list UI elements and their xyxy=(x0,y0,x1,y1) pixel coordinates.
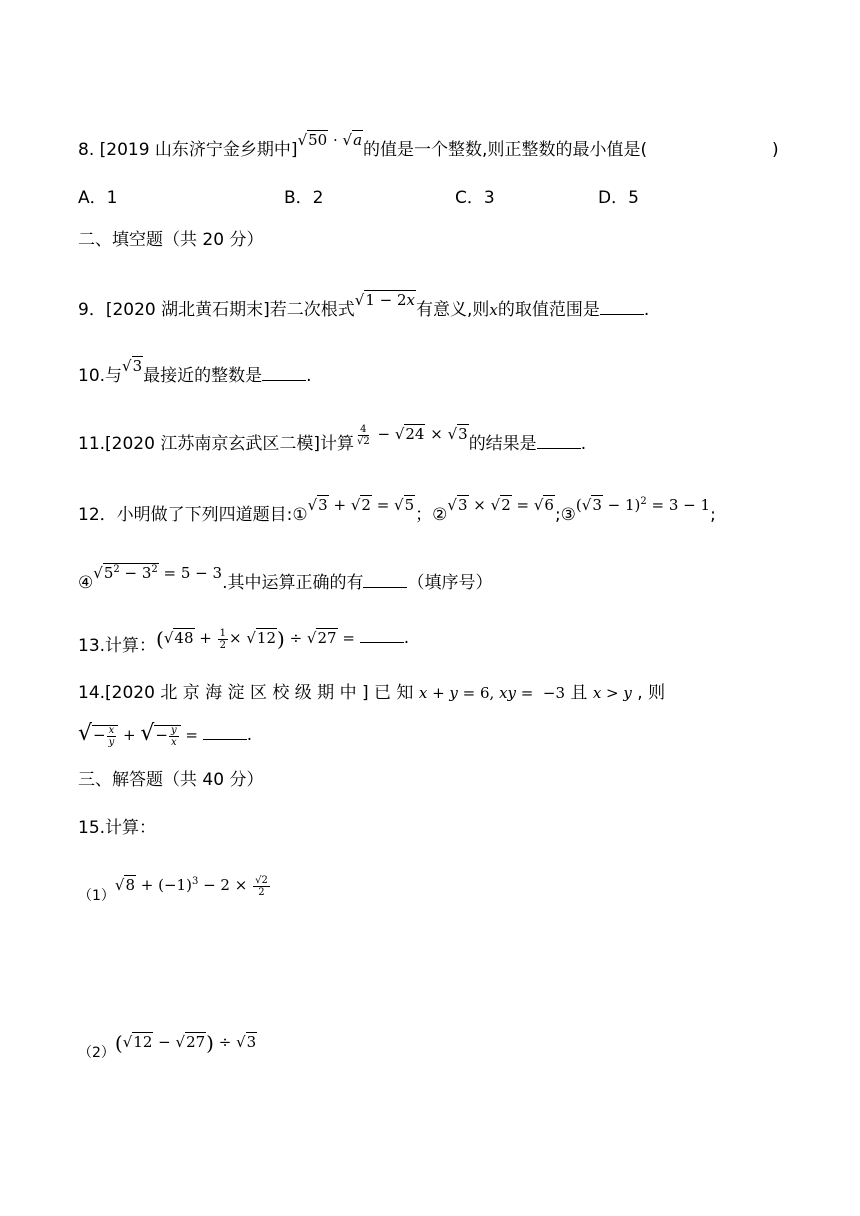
q11-end: . xyxy=(580,434,587,454)
q14-expr: √− $\frac{x}{y}$ + √− $\frac{y}{x}$ = xyxy=(78,721,203,748)
q14-tail: , 则 xyxy=(637,683,666,703)
q14-end: . xyxy=(246,725,253,745)
q8-suffix: 的值是一个整数,则正整数的最小值是( xyxy=(363,140,648,160)
q10-prefix: 10.与 xyxy=(78,366,123,386)
q11-expr: $\frac{4}{√2}$ − √24 × √3 xyxy=(356,423,468,447)
q12-expr-4: $√5^2 - 3^2 = 5 - 3$ xyxy=(93,564,223,582)
q10-answer-blank[interactable] xyxy=(262,364,306,381)
q11-prefix: 11.[2020 江苏南京玄武区二模]计算 xyxy=(78,434,354,454)
q12-expr-3: $(√3 - 1)^2 = 3 - 1$ xyxy=(575,496,711,514)
q13-end: . xyxy=(403,628,410,648)
q11-answer-blank[interactable] xyxy=(537,432,581,449)
q11-line xyxy=(78,423,587,457)
q12-expr-1: √3 + √2 = √5 xyxy=(307,496,415,514)
q11-suffix: 的结果是 xyxy=(468,434,537,454)
q14-cond-1: x + y = 6, xy = −3 xyxy=(418,684,565,702)
q15-part-2-label: （2） xyxy=(78,1045,115,1061)
q8-close-paren: ) xyxy=(772,140,779,160)
q14-prefix: 14.[2020 北 京 海 淀 区 校 级 期 中 ] 已 知 xyxy=(78,683,414,703)
q10-line xyxy=(78,357,312,388)
q15-part-2-expr: (√12 − √27) ÷ √3 xyxy=(114,1031,257,1055)
q13-answer-blank[interactable] xyxy=(360,626,404,643)
q9-answer-blank[interactable] xyxy=(600,298,644,315)
q15-part-2 xyxy=(78,1031,257,1065)
q14-cond-2: x > y xyxy=(592,684,632,702)
q8-option-d: D．5 xyxy=(598,188,639,208)
q12-line2-tail: （填序号） xyxy=(407,573,493,593)
q15-part-1-expr: $√8 + (-1)^3 - 2$ × $\frac{√2}{2}$ xyxy=(114,874,268,898)
q8-line xyxy=(78,131,648,162)
q9-var: x xyxy=(489,301,498,319)
q14-line-1 xyxy=(78,681,665,705)
q9-expr: √1 − 2x xyxy=(354,291,415,309)
q9-suffix: 有意义,则 xyxy=(415,300,490,320)
q12-line-2 xyxy=(78,564,493,595)
q12-sep-1: ；② xyxy=(415,505,448,525)
q12-sep-3: ; xyxy=(710,505,716,525)
q12-expr-2: √3 × √2 = √6 xyxy=(447,496,554,514)
q12-line2-suffix: .其中运算正确的有 xyxy=(222,573,364,593)
q14-mid: 且 xyxy=(570,683,588,703)
q9-end: . xyxy=(643,300,650,320)
q14-answer-blank[interactable] xyxy=(203,723,247,740)
q12-line-1 xyxy=(78,496,716,527)
q14-line-2 xyxy=(78,722,252,748)
q9-prefix: 9．[2020 湖北黄石期末]若二次根式 xyxy=(78,300,355,320)
q12-line2-prefix: ④ xyxy=(78,573,94,593)
q12-answer-blank[interactable] xyxy=(363,571,407,588)
q9-line xyxy=(78,291,650,322)
q9-tail: 的取值范围是 xyxy=(497,300,600,320)
q15-part-1-label: （1） xyxy=(78,888,115,904)
q8-prefix: 8. [2019 山东济宁金乡期中] xyxy=(78,140,298,160)
q12-prefix: 12．小明做了下列四道题目:① xyxy=(78,505,308,525)
q13-prefix: 13.计算： xyxy=(78,636,157,656)
q10-expr: √3 xyxy=(122,357,143,375)
section-3-heading: 三、解答题（共 40 分） xyxy=(78,770,264,790)
q13-line xyxy=(78,627,410,659)
q15-part-1 xyxy=(78,874,271,908)
q8-option-a: A．1 xyxy=(78,188,118,208)
q8-option-c: C．3 xyxy=(455,188,495,208)
q15-title: 15.计算： xyxy=(78,818,157,838)
q12-sep-2: ;③ xyxy=(554,505,576,525)
q10-suffix: 最接近的整数是 xyxy=(143,366,263,386)
section-2-heading: 二、填空题（共 20 分） xyxy=(78,230,264,250)
q8-expr: √50 · √a xyxy=(297,131,363,149)
q13-expr: (√48 + $\frac{1}{2}$ × √12) ÷ √27 = xyxy=(156,627,360,651)
q10-end: . xyxy=(306,366,312,386)
q8-option-b: B．2 xyxy=(284,188,324,208)
